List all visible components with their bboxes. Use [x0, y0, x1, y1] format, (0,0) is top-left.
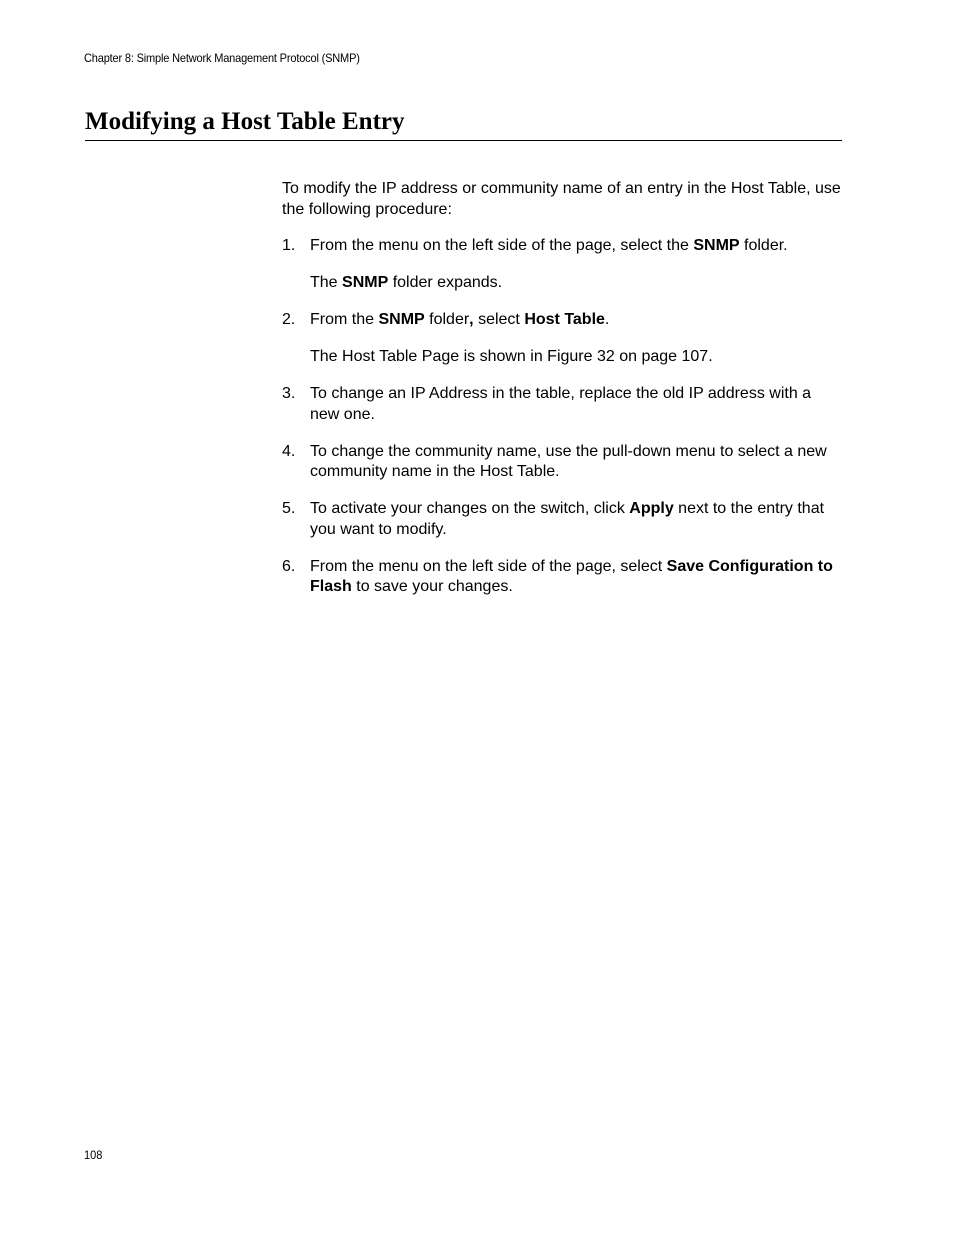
step-1: [282, 236, 842, 257]
step-text-part: to save your changes.: [351, 578, 513, 595]
step-2: [282, 310, 842, 331]
step-text: [310, 499, 842, 540]
step-number: 5.: [282, 500, 296, 517]
ui-term-snmp: SNMP: [378, 311, 425, 328]
ui-term-snmp: SNMP: [693, 237, 740, 254]
step-number: 3.: [282, 385, 296, 402]
step-text-comma: ,: [469, 311, 474, 328]
step-text: [310, 310, 842, 331]
step-text-part: To activate your changes on the switch, click: [310, 500, 630, 517]
step-number: 2.: [282, 311, 296, 328]
step-text-part: From the: [310, 311, 379, 328]
step-text: To change the community name, use the pull-down menu to select a new community name in the Host Table.: [310, 442, 827, 480]
step-text-part: folder: [424, 311, 470, 328]
ui-term-host-table: Host Table: [524, 311, 605, 328]
step-text-part: folder.: [739, 237, 788, 254]
step-text-part: next to the entry that you want to modify.: [310, 500, 825, 538]
step-4: [282, 442, 842, 483]
step-text: To change an IP Address in the table, replace the old IP address with a new one.: [310, 385, 812, 423]
procedure-body: [282, 179, 842, 614]
step-2-result: The Host Table Page is shown in Figure 32 on page 107.: [310, 348, 713, 365]
step-text: [310, 236, 842, 257]
intro-paragraph: To modify the IP address or community name of an entry in the Host Table, use the following procedure:: [282, 180, 841, 218]
step-number: 4.: [282, 442, 296, 460]
result-text-part: The: [310, 274, 343, 291]
step-text-part: select: [473, 311, 525, 328]
ui-term-save-configuration: Save Configuration to Flash: [310, 557, 833, 595]
running-header: Chapter 8: Simple Network Management Protocol (SNMP): [84, 51, 360, 65]
step-text-part: From the menu on the left side of the page, select: [310, 557, 667, 575]
page-number: 108: [84, 1148, 103, 1162]
ui-term-apply: Apply: [629, 500, 674, 517]
step-number: 1.: [282, 237, 296, 254]
step-5: [282, 499, 842, 540]
step-1-result: [310, 273, 842, 294]
step-text-part: .: [604, 311, 610, 328]
ui-term-snmp: SNMP: [342, 274, 389, 291]
step-text: [310, 557, 842, 598]
section-title: Modifying a Host Table Entry: [85, 108, 405, 135]
title-rule: [85, 140, 842, 141]
step-3: [282, 384, 842, 425]
step-text-part: From the menu on the left side of the page, select the: [310, 237, 694, 254]
step-number: 6.: [282, 557, 296, 575]
result-text-part: folder expands.: [388, 274, 503, 291]
step-6: [282, 557, 842, 598]
